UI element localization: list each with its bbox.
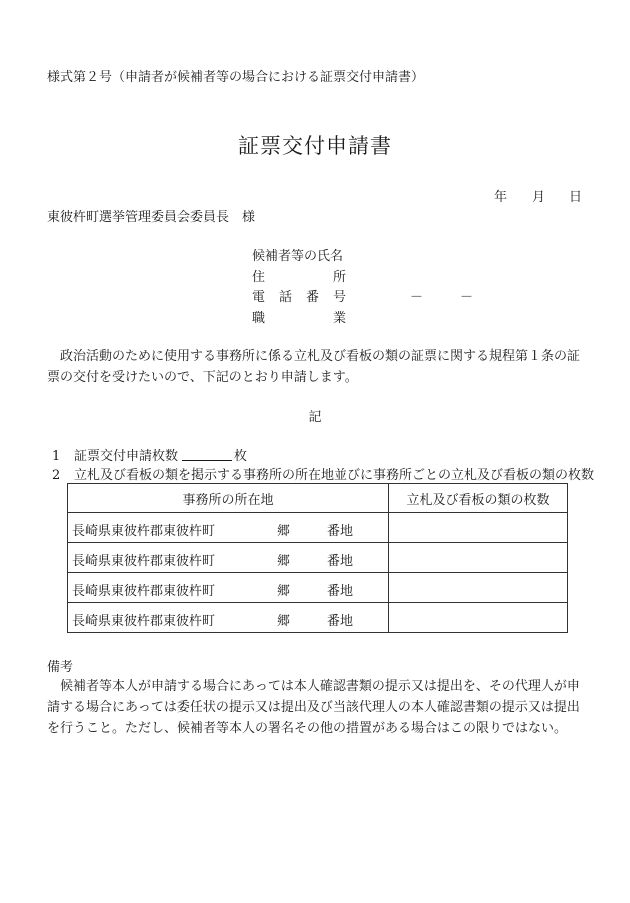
remarks-heading: 備考 [47,660,74,675]
addressee: 東彼杵町選挙管理委員会委員長 様 [47,210,256,225]
address-go: 郷 [277,554,291,569]
item-2-label: 立札及び看板の類を掲示する事務所の所在地並びに事務所ごとの立札及び看板の類の枚数 [74,468,595,483]
application-statement: 政治活動のために使用する事務所に係る立札及び看板の類の証票に関する規程第１条の証票の交付を受けたいので、下記のとおり申請します。 [47,349,581,385]
applicant-name-label: 候補者等の氏名 [252,249,344,264]
ki-heading: 記 [308,410,322,425]
table-row [68,513,568,543]
address-prefix: 長崎県東彼杵郡東彼杵町 [72,554,216,569]
sign-count-cell[interactable] [389,543,568,573]
table-row [68,603,568,633]
form-number: 様式第２号（申請者が候補者等の場合における証票交付申請書） [47,70,425,85]
address-prefix: 長崎県東彼杵郡東彼杵町 [72,524,216,539]
table-row [68,543,568,573]
office-table [67,483,568,633]
header-office-location: 事務所の所在地 [68,484,389,513]
date-year-label: 年 [494,190,508,205]
applicant-occupation-label: 職業 [252,310,346,326]
phone-dash-2: － [460,290,474,305]
office-address-cell[interactable] [68,513,388,542]
office-address-cell[interactable] [68,573,388,602]
item-2-number: 2 [52,468,61,483]
remarks-text: 候補者等本人が申請する場合にあっては本人確認書類の提示又は提出を、その代理人が申請する場合にあっては委任状の提示又は提出及び当該代理人の本人確認書類の提示又は提出を行うこと。ただし、候補者等本人の署名その他の措置がある場合はこの限りではない。 [47,679,580,736]
header-sign-count: 立札及び看板の類の枚数 [389,484,568,513]
address-banchi: 番地 [327,524,354,539]
item-1-number: 1 [52,449,61,464]
item-1 [52,445,247,464]
address-banchi: 番地 [327,554,354,569]
office-address-cell[interactable] [68,543,388,572]
address-go: 郷 [277,614,291,629]
address-banchi: 番地 [327,614,354,629]
sign-count-cell[interactable] [389,603,568,633]
address-go: 郷 [277,584,291,599]
applicant-block [252,245,552,327]
applicant-phone-label: 電話番号 [252,290,346,305]
item-2 [52,464,594,483]
date-month-label: 月 [532,190,546,205]
item-1-label: 証票交付申請枚数 [74,449,179,464]
applicant-address-label: 住所 [252,269,346,285]
table-row [68,573,568,603]
item-1-unit: 枚 [234,449,248,464]
sign-count-cell[interactable] [389,513,568,543]
address-prefix: 長崎県東彼杵郡東彼杵町 [72,584,216,599]
sign-count-cell[interactable] [389,573,568,603]
phone-dash-1: － [410,290,424,305]
address-prefix: 長崎県東彼杵郡東彼杵町 [72,614,216,629]
address-banchi: 番地 [327,584,354,599]
document-title: 証票交付申請書 [238,134,392,158]
date-line [494,186,582,205]
office-address-cell[interactable] [68,603,388,632]
address-go: 郷 [277,524,291,539]
sheet-count-blank[interactable] [182,448,232,461]
date-day-label: 日 [569,190,583,205]
